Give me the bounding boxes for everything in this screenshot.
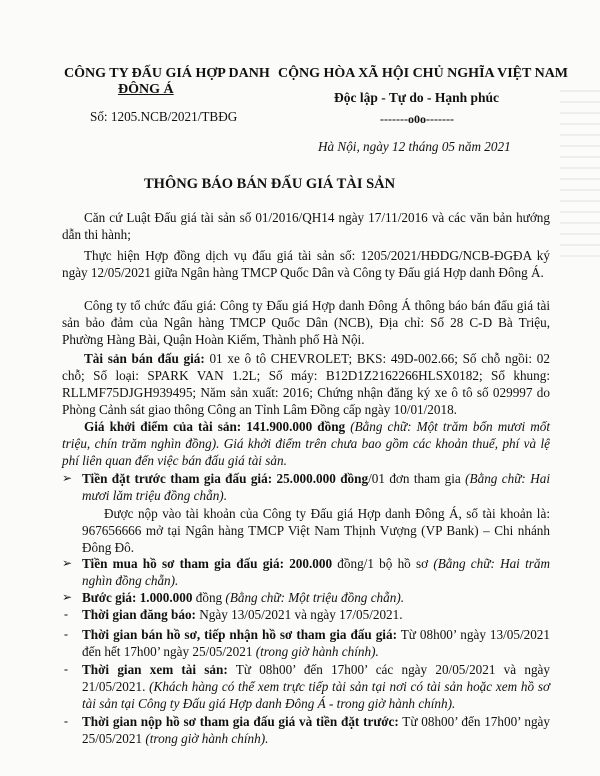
- asset-label: Tài sản bán đấu giá:: [84, 351, 205, 366]
- dossier-sale-time-value: Từ 08h00’ ngày 13/05/2021 đến hết 17h00’ ngày 25/05/2021: [82, 627, 550, 659]
- dossier-sale-time-note: (trong giờ hành chính).: [255, 644, 379, 659]
- starting-price-words: (Bằng chữ: Một trăm bốn mươi mốt triệu, chín trăm nghìn đồng). Giá khởi điểm trên chưa bao gồm các khoản thuế, phí và lệ phí liên quan đến việc bán đấu giá tài sản.: [62, 419, 550, 468]
- dossier-fee-unit: đồng/1 bộ hồ sơ: [332, 556, 434, 571]
- paragraph-contract: Thực hiện Hợp đồng dịch vụ đấu giá tài sản số: 1205/2021/HĐDG/NCB-ĐGĐA ký ngày 12/05/2021 giữa Ngân hàng TMCP Quốc Dân và Công ty Đấu giá Hợp danh Đông Á.: [62, 248, 550, 280]
- paragraph-submission-time: [82, 713, 550, 747]
- company-name-line2: ĐÔNG Á: [118, 82, 174, 97]
- paragraph-organizer: Công ty tổ chức đấu giá: Công ty Đấu giá Hợp danh Đông Á thông báo bán đấu giá tài sản bảo đảm của Ngân hàng TMCP Quốc Dân (NCB), Địa chỉ: Số 28 C-D Bà Triệu, Phường Hàng Bài, Quận Hoàn Kiếm, Thành phố Hà Nội.: [62, 298, 550, 347]
- arrow-marker: ➢: [62, 556, 73, 570]
- bid-step-label: Bước giá: 1.000.000: [82, 590, 193, 605]
- paragraph-dossier-sale-time: [82, 626, 550, 660]
- document-title: THÔNG BÁO BÁN ĐẤU GIÁ TÀI SẢN: [144, 176, 396, 192]
- dossier-fee-words: (Bằng chữ: Hai trăm nghìn đồng chẵn).: [82, 556, 550, 588]
- starting-price-label: Giá khởi điểm của tài sản: 141.900.000 đồng: [84, 419, 346, 434]
- viewing-time-label: Thời gian xem tài sản:: [82, 662, 228, 677]
- deposit-label: Tiền đặt trước tham gia đấu giá: 25.000.000 đồng: [82, 471, 369, 486]
- paragraph-dossier-fee: [82, 555, 550, 589]
- submission-time-value: Từ 08h00’ đến 17h00’ ngày 25/05/2021: [82, 714, 550, 746]
- paragraph-deposit: [82, 470, 550, 504]
- bullet-marker: -: [64, 607, 68, 621]
- motto-separator: -------o0o-------: [380, 112, 454, 126]
- viewing-time-value: Từ 08h00’ đến 17h00’ các ngày 20/05/2021 và ngày 21/05/2021.: [82, 662, 550, 694]
- republic-title: CỘNG HÒA XÃ HỘI CHỦ NGHĨA VIỆT NAM: [278, 66, 569, 81]
- bid-step-words: (Bằng chữ: Một triệu đồng chẵn).: [225, 590, 405, 605]
- paragraph-bank-account: Được nộp vào tài khoản của Công ty Đấu giá Hợp danh Đông Á, số tài khoản là: 967656666 mở tại Ngân hàng TMCP Việt Nam Thịnh Vượng (VP Bank) – Chi nhánh Đông Đô.: [82, 506, 550, 555]
- asset-description: 01 xe ô tô CHEVROLET; BKS: 49D-002.66; Số chỗ ngồi: 02 chỗ; Số loại: SPARK VAN 1.2L; Số máy: B12D1Z2162266HLSX0182; Số khung: RLLMF75DJGH939495; Năm sản xuất: 2016; Chứng nhận đăng ký xe ô tô số 029997 do Phòng Cảnh sát giao thông Công an Tỉnh Lâm Đồng cấp ngày 10/01/2018.: [62, 351, 550, 417]
- dossier-fee-label: Tiền mua hồ sơ tham gia đấu giá: 200.000: [82, 556, 333, 571]
- arrow-marker: ➢: [62, 590, 73, 604]
- bullet-marker: -: [64, 662, 68, 676]
- deposit-words: (Bằng chữ: Hai mươi lăm triệu đồng chẵn).: [82, 471, 550, 503]
- submission-time-label: Thời gian nộp hồ sơ tham gia đấu giá và tiền đặt trước:: [82, 714, 399, 729]
- company-name: CÔNG TY ĐẤU GIÁ HỢP DANH: [64, 66, 270, 81]
- announcement-time-label: Thời gian đăng báo:: [82, 607, 196, 622]
- national-motto: Độc lập - Tự do - Hạnh phúc: [334, 90, 500, 105]
- submission-time-note: (trong giờ hành chính).: [145, 731, 269, 746]
- arrow-marker: ➢: [62, 471, 73, 485]
- viewing-time-note: (Khách hàng có thể xem trực tiếp tài sản tại nơi có tài sản hoặc xem hồ sơ tài sản tại Công ty Đấu giá Hợp danh Đông Á - trong giờ hành chính).: [82, 679, 550, 711]
- bleed-through-marks: [560, 90, 600, 266]
- document-number: Số: 1205.NCB/2021/TBĐG: [90, 109, 238, 124]
- bullet-marker: -: [64, 627, 68, 641]
- bid-step-unit: đồng: [192, 590, 226, 605]
- paragraph-asset: [62, 350, 550, 418]
- bullet-marker: -: [64, 714, 68, 728]
- paragraph-legal-basis: Căn cứ Luật Đấu giá tài sản số 01/2016/QH14 ngày 17/11/2016 và các văn bản hướng dẫn thi hành;: [62, 210, 550, 242]
- paragraph-bid-step: [82, 589, 550, 606]
- paragraph-starting-price: [62, 418, 550, 469]
- dossier-sale-time-label: Thời gian bán hồ sơ, tiếp nhận hồ sơ tham gia đấu giá:: [82, 627, 397, 642]
- paragraph-viewing-time: [82, 661, 550, 712]
- place-and-date: Hà Nội, ngày 12 tháng 05 năm 2021: [318, 139, 511, 154]
- deposit-unit: /01 đơn tham gia: [368, 471, 466, 486]
- announcement-time-value: Ngày 13/05/2021 và ngày 17/05/2021.: [195, 607, 403, 622]
- paragraph-announcement-time: [82, 606, 550, 623]
